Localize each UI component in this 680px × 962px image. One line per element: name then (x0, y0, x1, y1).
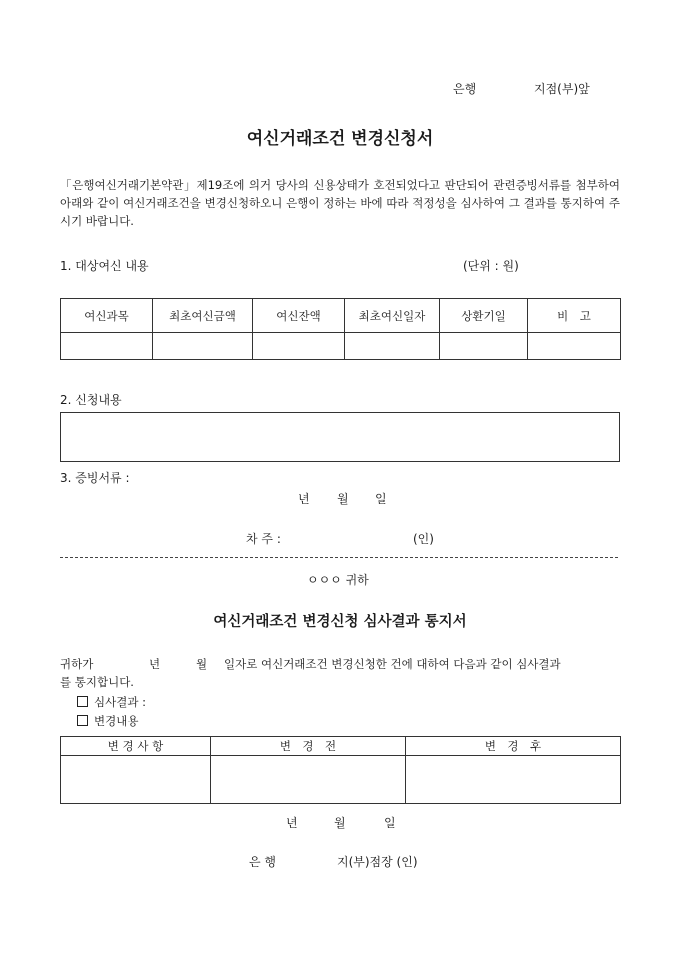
change-header-cell: 변 경 전 (211, 737, 406, 756)
signature-manager: 지(부)점장 (인) (337, 855, 418, 869)
notice-title: 여신거래조건 변경신청 심사결과 통지서 (213, 613, 467, 630)
loan-table (60, 298, 621, 360)
notice-year: 년 (149, 657, 161, 671)
loan-cell[interactable] (61, 333, 153, 360)
loan-header-cell: 최초여신일자 (345, 299, 440, 333)
notice-prefix: 귀하가 (60, 657, 94, 671)
loan-cell[interactable] (153, 333, 253, 360)
borrower-label: 차 주 : (246, 532, 281, 546)
signature-bank: 은 행 (249, 855, 276, 869)
date-day: 일 (375, 492, 387, 506)
loan-header-cell: 여신잔액 (253, 299, 345, 333)
intro-paragraph: 「은행여신거래기본약관」제19조에 의거 당사의 신용상태가 호전되었다고 판단되어 관련증빙서류를 첨부하여 아래와 같이 여신거래조건을 변경신청하오니 은행이 정하는 바에 따라 적정성을 심사하여 그 결과를 통지하여 주시기 바랍니다. (60, 178, 620, 228)
checkbox-icon[interactable] (77, 696, 88, 707)
borrower-seal: (인) (413, 532, 434, 546)
loan-header-cell: 여신과목 (61, 299, 153, 333)
loan-cell[interactable] (528, 333, 621, 360)
branch-label: 지점(부)앞 (534, 82, 590, 96)
change-cell[interactable] (406, 756, 621, 804)
date-month: 월 (337, 492, 349, 506)
review-result-label: 심사결과 : (94, 695, 146, 709)
loan-header-cell: 최초여신금액 (153, 299, 253, 333)
checkbox-icon[interactable] (77, 715, 88, 726)
bank-label: 은행 (453, 82, 477, 96)
loan-cell[interactable] (440, 333, 528, 360)
application-content-box[interactable] (60, 412, 620, 462)
date2-year: 년 (286, 816, 298, 830)
date-year: 년 (298, 492, 310, 506)
change-header-cell: 변 경 후 (406, 737, 621, 756)
date2-day: 일 (384, 816, 396, 830)
unit-label: (단위 : 원) (463, 259, 519, 273)
change-header-cell: 변 경 사 항 (61, 737, 211, 756)
cut-line (60, 557, 618, 558)
change-table (60, 736, 621, 804)
notice-month: 월 (196, 657, 208, 671)
notice-end: 를 통지합니다. (60, 675, 134, 689)
page-title: 여신거래조건 변경신청서 (246, 129, 434, 149)
addressee: ㅇㅇㅇ 귀하 (307, 573, 369, 587)
section3-label: 3. 증빙서류 : (60, 471, 130, 485)
notice-body: 일자로 여신거래조건 변경신청한 건에 대하여 다음과 같이 심사결과 (224, 657, 561, 671)
section1-label: 1. 대상여신 내용 (60, 259, 149, 273)
section2-label: 2. 신청내용 (60, 393, 122, 407)
change-cell[interactable] (211, 756, 406, 804)
change-cell[interactable] (61, 756, 211, 804)
review-result-check[interactable] (77, 694, 146, 710)
loan-header-cell: 비 고 (528, 299, 621, 333)
change-content-label: 변경내용 (94, 714, 139, 728)
change-content-check[interactable] (77, 713, 138, 729)
loan-cell[interactable] (253, 333, 345, 360)
loan-header-cell: 상환기일 (440, 299, 528, 333)
loan-cell[interactable] (345, 333, 440, 360)
date2-month: 월 (334, 816, 346, 830)
